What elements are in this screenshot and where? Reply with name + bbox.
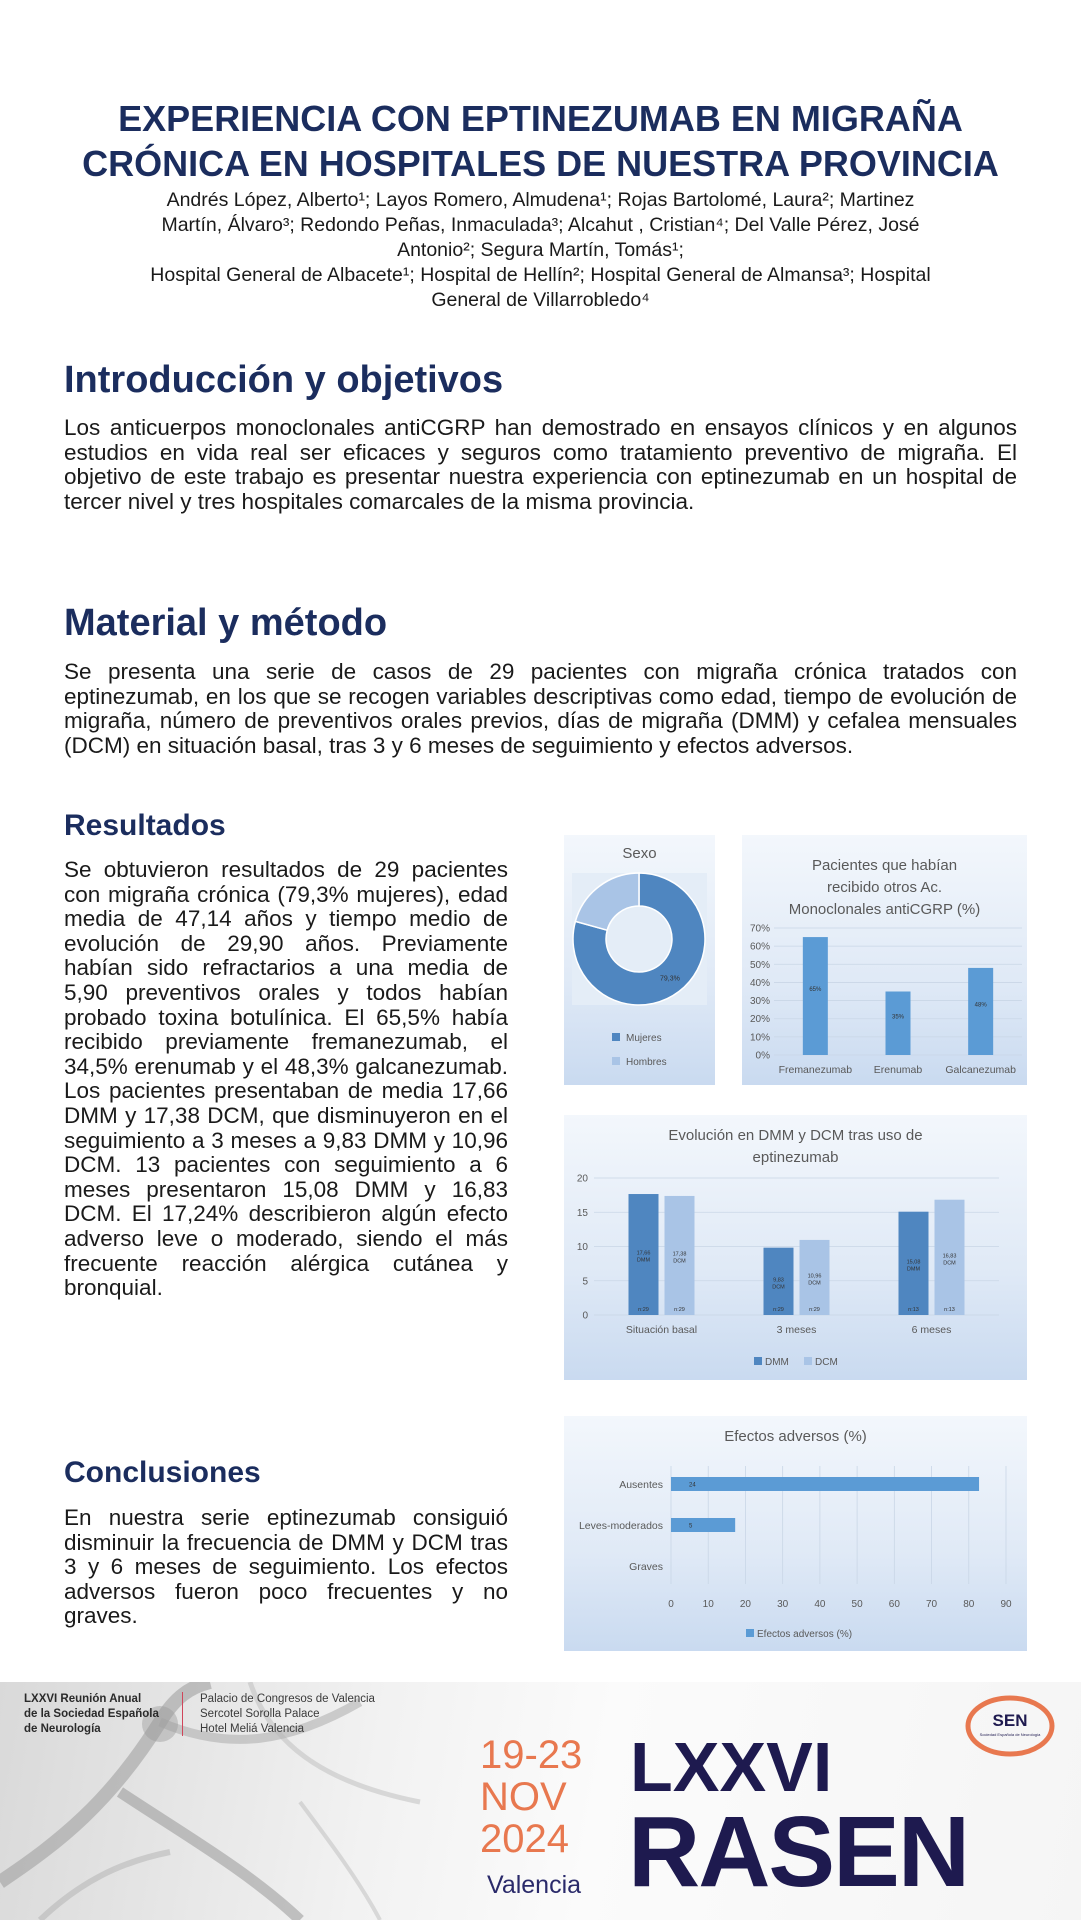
evolution-data-label: DMM (906, 1266, 921, 1273)
evolution-ytick-label: 5 (582, 1276, 588, 1288)
affiliations-line-2: General de Villarrobledo⁴ (431, 289, 650, 311)
legend-swatch-mujeres (612, 1033, 620, 1041)
adverse-bar (671, 1477, 979, 1491)
intro-heading: Introducción y objetivos (64, 359, 504, 401)
evolution-data-label: 10,96 (807, 1273, 822, 1280)
mab-category-label: Fremanezumab (778, 1064, 853, 1076)
mab-bar (968, 968, 993, 1055)
mab-bar (803, 937, 828, 1055)
evolution-data-label: 15,08 (906, 1259, 921, 1266)
adverse-xtick-label: 10 (702, 1599, 714, 1610)
mab-chart-svg (742, 835, 1027, 1085)
mab-ytick-label: 50% (749, 959, 770, 971)
evolution-legend-swatch (754, 1357, 762, 1365)
evolution-n-label: n:29 (638, 1307, 649, 1313)
adverse-data-label: 24 (689, 1482, 696, 1489)
evolution-data-label: 9,83 (773, 1277, 784, 1284)
legend-label-hombres: Hombres (626, 1057, 667, 1068)
event-dates (480, 1734, 582, 1860)
evolution-data-label: 17,66 (636, 1250, 651, 1257)
evolution-title-line-2: eptinezumab (752, 1149, 839, 1166)
evolution-data-label: DCM (772, 1284, 785, 1291)
mab-ytick-label: 0% (755, 1050, 770, 1062)
evolution-n-label: n:13 (908, 1307, 919, 1313)
adverse-xtick-label: 60 (888, 1599, 900, 1610)
dates-text: 19-23 (480, 1733, 583, 1777)
conclusions-heading: Conclusiones (64, 1456, 261, 1489)
meeting-name (24, 1692, 159, 1737)
evolution-ytick-label: 20 (576, 1173, 588, 1185)
month-text: NOV (480, 1775, 567, 1819)
evolution-legend-label: DMM (765, 1357, 789, 1368)
sex-chart (564, 835, 715, 1085)
mab-ytick-label: 60% (749, 941, 770, 953)
adverse-xtick-label: 50 (851, 1599, 863, 1610)
meeting-line-2: de la Sociedad Española (24, 1708, 159, 1720)
pie-data-label: 79,3% (659, 975, 680, 983)
evolution-data-label: 17,38 (672, 1251, 687, 1258)
authors-block (90, 188, 991, 313)
evolution-title-line-1: Evolución en DMM y DCM tras uso de (668, 1127, 923, 1144)
mab-title-line-2: recibido otros Ac. (826, 879, 943, 896)
adverse-category-label: Ausentes (619, 1479, 663, 1491)
methods-heading: Material y método (64, 602, 388, 644)
evolution-category-label: 3 meses (776, 1324, 817, 1336)
mab-category-label: Erenumab (873, 1064, 923, 1076)
mab-ytick-label: 40% (749, 977, 770, 989)
results-text: Se obtuvieron resultados de 29 pacientes con migraña crónica (79,3% mujeres), edad media de 47,14 años y tiempo medio de evolución de 29,90 años. Previamente habían sido refractarios a una media de 5,90 preventivos orales y todos habían probado toxina botulínica. El 65,5% había recibido previamente fremanezumab, el 34,5% erenumab y el 48,3% galcanezumab. Los pacientes presentaban de media 17,66 DMM y 17,38 DCM, que disminuyeron en el seguimiento a 3 meses a 9,83 DMM y 10,96 DCM. 13 pacientes con seguimiento a 6 meses presentaron 15,08 DMM y 16,83 DCM. El 17,24% describieron algún efecto adverso leve o moderado, siendo el más frecuente reacción alérgica cutánea y bronquial. (64, 857, 508, 1301)
mab-data-label: 48% (974, 1002, 987, 1009)
sex-chart-title: Sexo (622, 845, 657, 862)
conclusions-text: En nuestra serie eptinezumab consiguió disminuir la frecuencia de DMM y DCM tras 3 y 6 meses de seguimiento. Los efectos adversos fueron poco frecuentes y no graves. (64, 1505, 508, 1629)
authors-line-2: Martín, Álvaro³; Redondo Peñas, Inmaculada³; Alcahut , Cristian⁴; Del Valle Pérez, José (161, 214, 920, 236)
authors-line-3: Antonio²; Segura Martín, Tomás¹; (397, 239, 684, 261)
event-city: Valencia (487, 1871, 582, 1899)
adverse-xtick-label: 30 (777, 1599, 789, 1610)
adverse-category-label: Leves-moderados (578, 1520, 663, 1532)
mab-ytick-label: 30% (749, 996, 770, 1008)
evolution-legend-swatch (804, 1357, 812, 1365)
evolution-category-label: Situación basal (625, 1324, 698, 1336)
evolution-ytick-label: 10 (576, 1242, 588, 1253)
evolution-data-label: DCM (808, 1280, 821, 1287)
affiliations-line-1: Hospital General de Albacete¹; Hospital de Hellín²; Hospital General de Almansa³; Hospital (150, 264, 931, 286)
adverse-chart-title: Efectos adversos (%) (724, 1428, 867, 1445)
adverse-xtick-label: 0 (668, 1599, 674, 1610)
venue-line-3: Hotel Meliá Valencia (200, 1723, 304, 1735)
poster-title (60, 96, 1021, 186)
venue-block (200, 1692, 375, 1737)
legend-swatch-hombres (612, 1057, 620, 1065)
evolution-category-label: 6 meses (911, 1324, 952, 1336)
meeting-line-3: de Neurología (24, 1723, 101, 1735)
footer-divider (182, 1692, 183, 1736)
adverse-xtick-label: 70 (925, 1599, 938, 1610)
mab-ytick-label: 20% (749, 1014, 770, 1026)
intro-text: Los anticuerpos monoclonales antiCGRP han demostrado en ensayos clínicos y en algunos estudios en vida real ser eficaces y seguros como tratamiento preventivo de migraña. El objetivo de este trabajo es presentar nuestra experiencia con eptinezumab en un hospital de tercer nivel y tres hospitales comarcales de la misma provincia. (64, 415, 1017, 514)
mab-category-label: Galcanezumab (945, 1064, 1016, 1076)
mab-data-label: 65% (809, 987, 822, 994)
adverse-xtick-label: 90 (1000, 1599, 1012, 1610)
evolution-ytick-label: 0 (582, 1310, 588, 1322)
adverse-xtick-label: 80 (963, 1599, 975, 1610)
venue-line-1: Palacio de Congresos de Valencia (200, 1693, 375, 1705)
evolution-ytick-label: 15 (576, 1207, 588, 1219)
authors-line-1: Andrés López, Alberto¹; Layos Romero, Almudena¹; Rojas Bartolomé, Laura²; Martinez (166, 189, 915, 211)
evolution-data-label: 16,83 (942, 1253, 957, 1260)
adverse-bar (671, 1518, 735, 1532)
sex-chart-svg (564, 835, 715, 1085)
year-text: 2024 (480, 1817, 569, 1861)
mab-title-line-1: Pacientes que habían (811, 857, 958, 874)
legend-label-mujeres: Mujeres (626, 1033, 662, 1044)
mab-title-line-3: Monoclonales antiCGRP (%) (788, 901, 981, 918)
evolution-n-label: n:13 (944, 1307, 955, 1313)
adverse-legend-swatch (746, 1629, 754, 1637)
adverse-xtick-label: 20 (739, 1599, 752, 1610)
adverse-xtick-label: 40 (814, 1599, 826, 1610)
title-line-2: CRÓNICA EN HOSPITALES DE NUESTRA PROVINCIA (82, 143, 999, 184)
evolution-legend-label: DCM (815, 1357, 838, 1368)
adverse-chart-svg (564, 1416, 1027, 1651)
evolution-n-label: n:29 (674, 1307, 685, 1313)
meeting-line-1: LXXVI Reunión Anual (24, 1693, 142, 1705)
adverse-data-label: 5 (689, 1523, 693, 1530)
sen-logo-text: SEN (992, 1711, 1028, 1730)
footer-banner (0, 1682, 1081, 1920)
adverse-legend-label: Efectos adversos (%) (757, 1629, 853, 1640)
title-line-1: EXPERIENCIA CON EPTINEZUMAB EN MIGRAÑA (118, 98, 963, 139)
evolution-n-label: n:29 (809, 1307, 820, 1313)
mab-ytick-label: 10% (749, 1032, 770, 1044)
sen-logo-subtext: Sociedad Española de Neurología (979, 1732, 1041, 1737)
brand-rasen: RASEN (628, 1796, 969, 1908)
mab-ytick-label: 70% (749, 923, 770, 935)
evolution-data-label: DCM (943, 1260, 956, 1267)
venue-line-2: Sercotel Sorolla Palace (200, 1708, 320, 1720)
evolution-n-label: n:29 (773, 1307, 784, 1313)
adverse-category-label: Graves (629, 1561, 663, 1573)
mab-chart (742, 835, 1027, 1085)
sen-logo (963, 1692, 1058, 1762)
brand-lxxvi: LXXVI (630, 1728, 833, 1806)
mab-bar (886, 992, 911, 1056)
evolution-data-label: DMM (636, 1257, 651, 1264)
adverse-chart (564, 1416, 1027, 1651)
evolution-data-label: DCM (673, 1258, 686, 1265)
mab-data-label: 35% (891, 1014, 905, 1021)
evolution-chart (564, 1115, 1027, 1380)
methods-text: Se presenta una serie de casos de 29 pacientes con migraña crónica tratados con eptinezumab, en los que se recogen variables descriptivas como edad, tiempo de evolución de migraña, número de preventivos orales previos, días de migraña (DMM) y cefalea mensuales (DCM) en situación basal, tras 3 y 6 meses de seguimiento y efectos adversos. (64, 659, 1017, 758)
evolution-chart-svg (564, 1115, 1027, 1380)
results-heading: Resultados (64, 809, 226, 842)
